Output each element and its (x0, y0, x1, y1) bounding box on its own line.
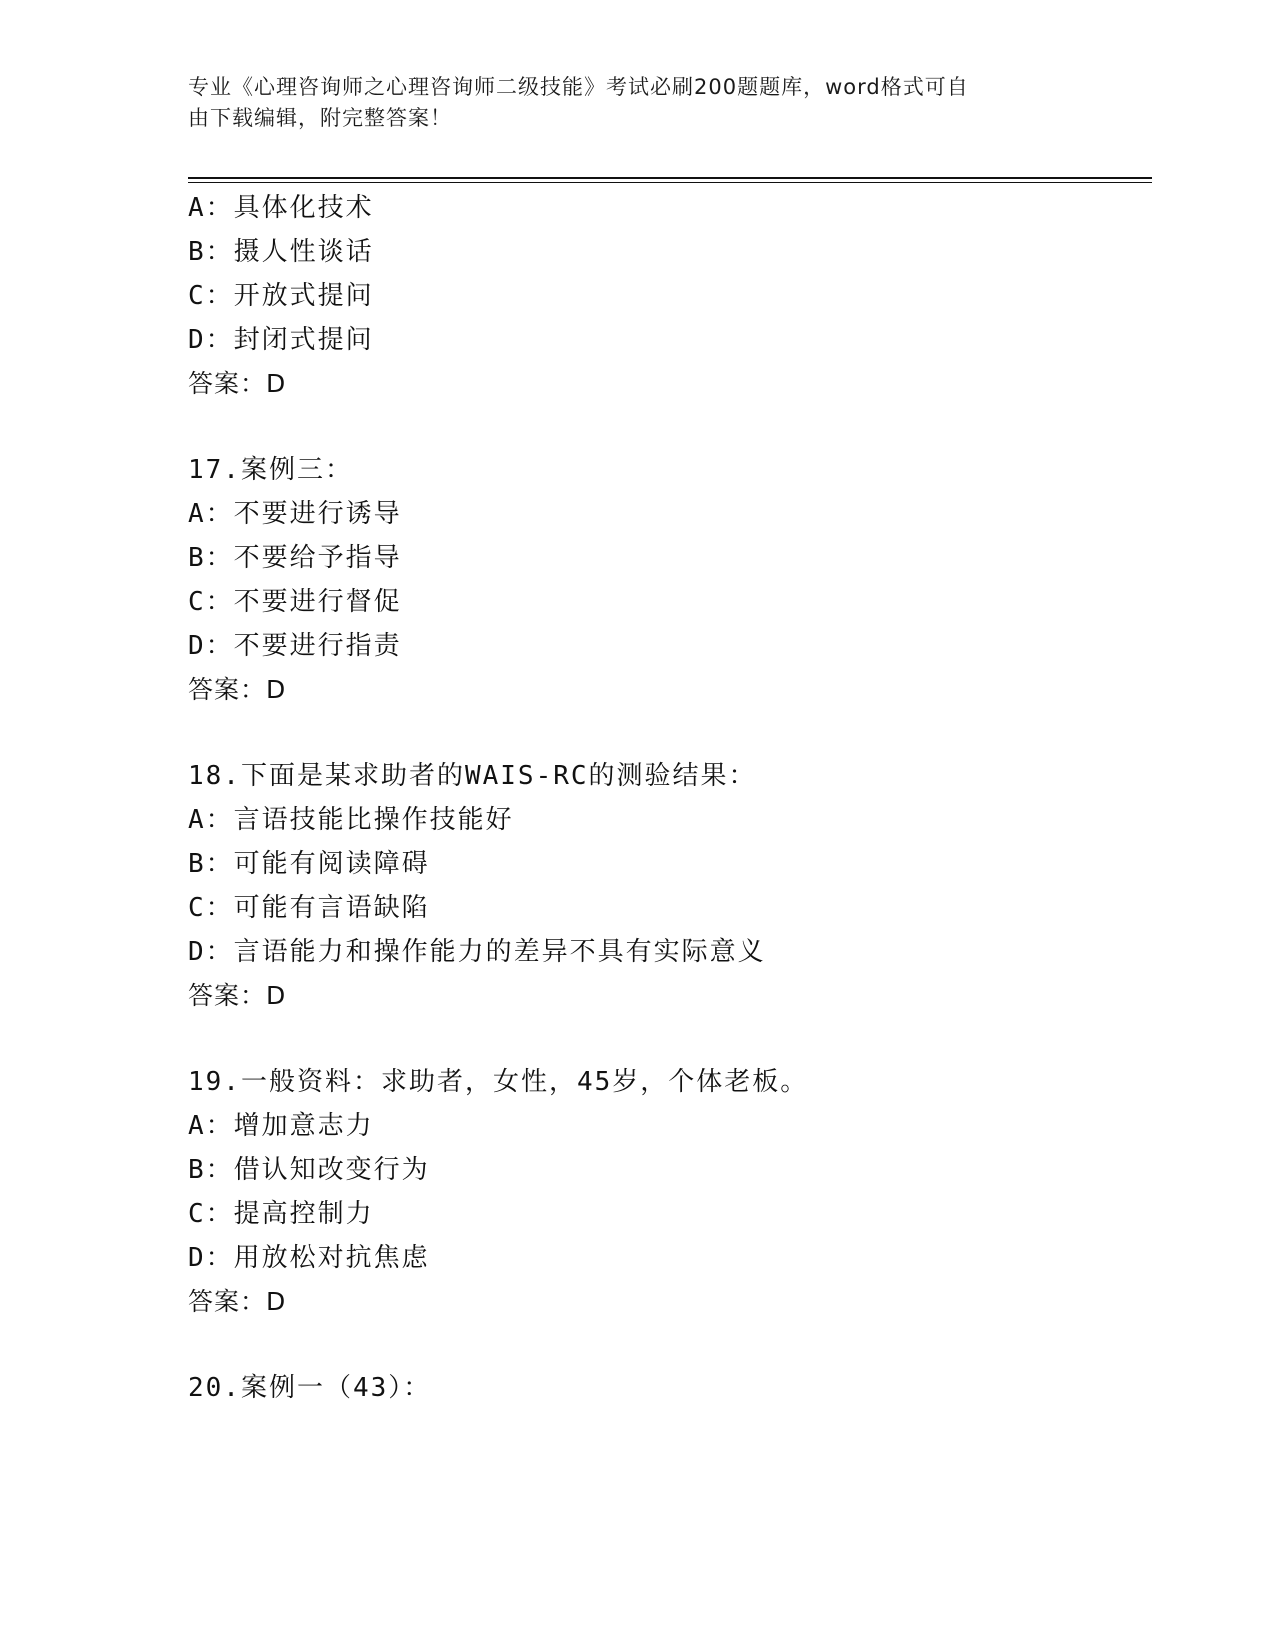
option-b: B：借认知改变行为 (188, 1155, 430, 1185)
option-a: A：言语技能比操作技能好 (188, 805, 514, 835)
option-c: C：可能有言语缺陷 (188, 893, 430, 923)
answer-line: 答案：D (188, 981, 287, 1010)
answer-line: 答案：D (188, 675, 287, 704)
option-b: B：摄人性谈话 (188, 237, 374, 267)
option-a: A：增加意志力 (188, 1111, 374, 1141)
question-stem: 17.案例三： (188, 455, 353, 485)
option-c: C：不要进行督促 (188, 587, 402, 617)
option-b: B：不要给予指导 (188, 543, 402, 573)
option-c: C：提高控制力 (188, 1199, 374, 1229)
question-stem: 20.案例一（43）： (188, 1373, 432, 1403)
header-divider-thin (188, 182, 1152, 183)
option-b: B：可能有阅读障碍 (188, 849, 430, 879)
option-d: D：言语能力和操作能力的差异不具有实际意义 (188, 937, 766, 967)
header-divider-thick (188, 177, 1152, 179)
question-stem: 19.一般资料：求助者，女性，45岁，个体老板。 (188, 1067, 809, 1097)
option-d: D：用放松对抗焦虑 (188, 1243, 430, 1273)
document-header (188, 72, 1088, 134)
option-d: D：封闭式提问 (188, 325, 374, 355)
question-stem: 18.下面是某求助者的WAIS-RC的测验结果： (188, 761, 757, 791)
answer-line: 答案：D (188, 1287, 287, 1316)
header-line-2: 由下载编辑，附完整答案！ (188, 106, 452, 130)
option-c: C：开放式提问 (188, 281, 374, 311)
option-d: D：不要进行指责 (188, 631, 402, 661)
answer-line: 答案：D (188, 369, 287, 398)
option-a: A：不要进行诱导 (188, 499, 402, 529)
option-a: A：具体化技术 (188, 193, 374, 223)
header-line-1: 专业《心理咨询师之心理咨询师二级技能》考试必刷200题题库，word格式可自 (188, 75, 969, 99)
